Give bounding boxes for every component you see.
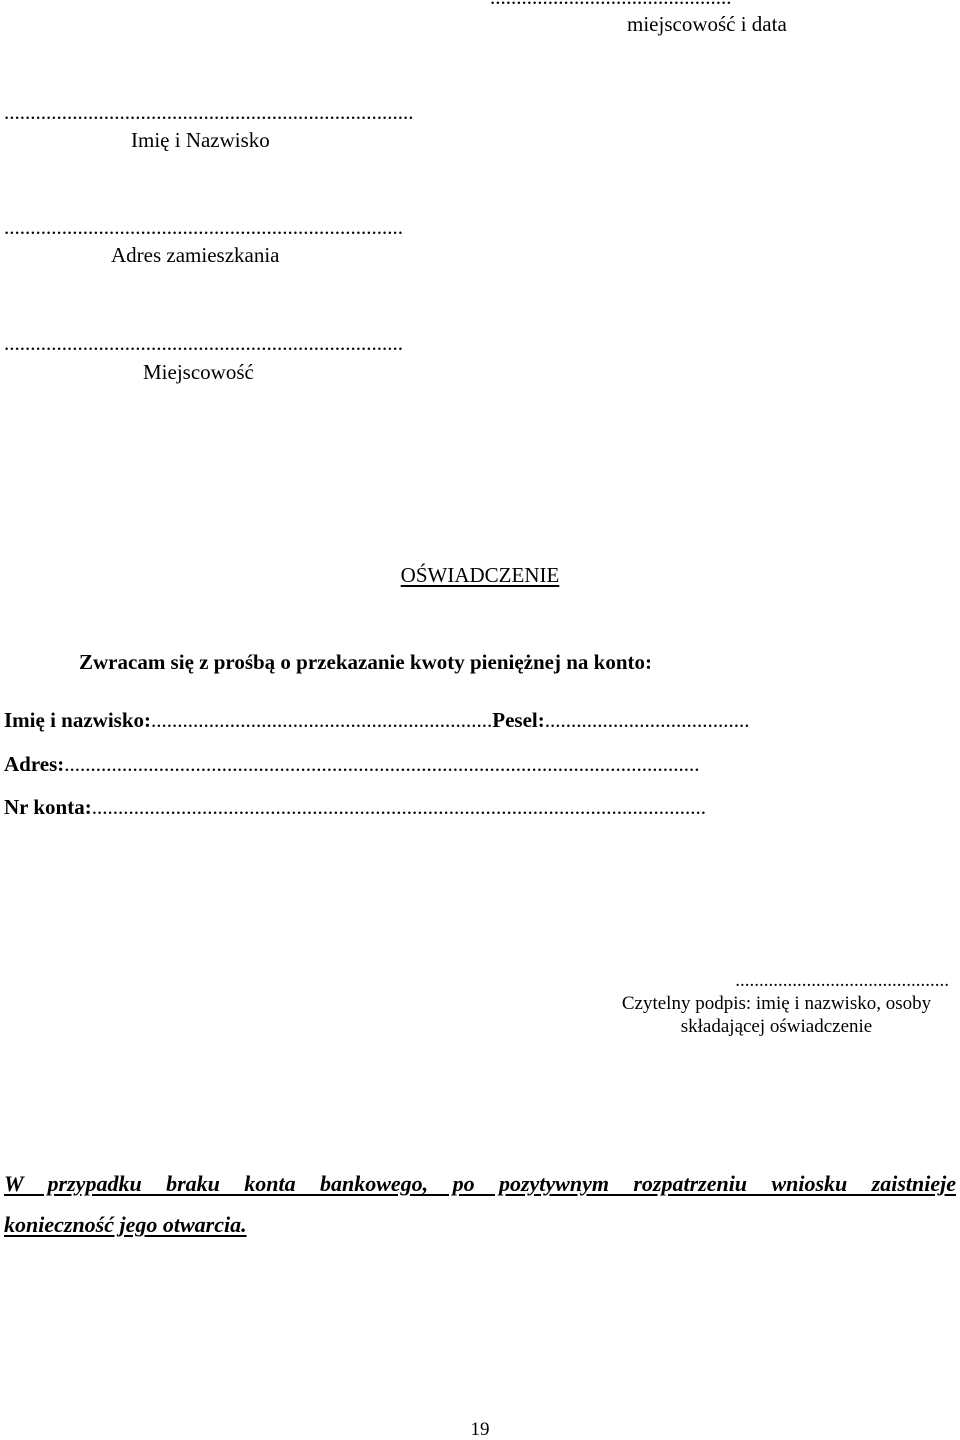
signature-block [604, 970, 949, 1038]
address-field-dots: ......................................................................................................................... [64, 752, 700, 776]
name-label: Imię i Nazwisko [131, 128, 270, 152]
note-line-2: konieczność jego otwarcia. [4, 1212, 247, 1237]
account-field-row [4, 797, 706, 818]
account-field-label: Nr konta: [4, 795, 92, 819]
name-field-label: Imię i nazwisko: [4, 708, 151, 732]
pesel-field-label: Pesel: [492, 708, 545, 732]
city-dotted-line: ............................................................................ [4, 331, 403, 355]
place-date-label: miejscowość i data [627, 12, 787, 36]
city-label: Miejscowość [143, 360, 254, 384]
name-dotted-line: .............................................................................. [4, 100, 414, 124]
account-field-dots: ..................................................................................................................... [91, 795, 706, 819]
name-pesel-field-row [4, 710, 749, 731]
signature-dotted-line: ............................................. [735, 970, 949, 991]
address-field-row [4, 754, 700, 775]
page-number: 19 [470, 1419, 490, 1440]
address-dotted-line: ............................................................................ [4, 215, 403, 239]
note-line-1: W przypadku braku konta bankowego, po pozytywnym rozpatrzeniu wniosku zaistnieje [4, 1171, 956, 1196]
request-sentence: Zwracam się z prośbą o przekazanie kwoty pieniężnej na konto: [79, 650, 652, 674]
signature-caption-line1: Czytelny podpis: imię i nazwisko, osoby [621, 992, 932, 1014]
pesel-field-dots: ....................................... [544, 708, 750, 732]
address-field-label: Adres: [4, 752, 65, 776]
name-field-dots: ................................................................. [151, 708, 493, 732]
place-date-dotted-line [490, 0, 732, 8]
address-label: Adres zamieszkania [111, 243, 280, 267]
document-title: OŚWIADCZENIE [400, 563, 560, 587]
signature-caption-line2: składającej oświadczenie [680, 1015, 873, 1037]
